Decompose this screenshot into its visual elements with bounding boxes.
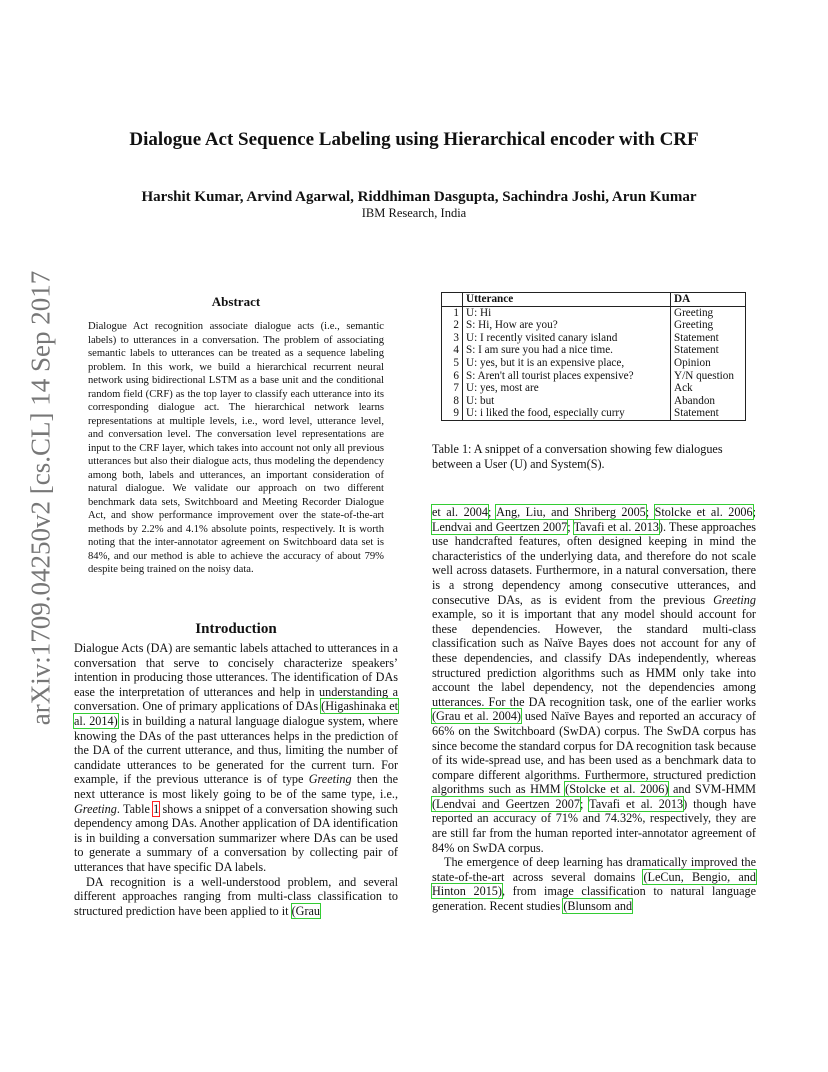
- text-run: ;: [752, 505, 757, 519]
- table-row: [442, 395, 746, 408]
- citation-link[interactable]: (Grau et al. 2004): [432, 709, 521, 724]
- header-index: [442, 293, 463, 307]
- row-da: Statement: [671, 332, 746, 345]
- text-run: . Table: [116, 801, 154, 816]
- abstract-heading: Abstract: [211, 294, 261, 309]
- text-run: ;: [567, 519, 574, 534]
- text-run: example, so it is important that any model should account for these dependencies. However, the standard multi-class classification such as Naïve Bayes does not account for any of these dependencies, and classify DAs independently, whereas structured prediction algorithms such as HMM only take into account the label dependency, not the dependencies among utterances. For the DA recognition task, one of the earlier works: [432, 607, 756, 709]
- citation-link[interactable]: (Lendvai and Geertzen 2007: [432, 796, 580, 811]
- citation-link[interactable]: Lendvai and Geertzen 2007: [432, 519, 568, 534]
- citation-link[interactable]: (LeCun, Bengio, and Hinton 2015): [432, 869, 756, 899]
- table-row: [442, 407, 746, 420]
- header-utterance: Utterance: [463, 293, 671, 307]
- table-caption: Table 1: A snippet of a conversation showing few dialogues between a User (U) and System(S).: [432, 442, 723, 471]
- text-run: ;: [487, 505, 497, 519]
- citation-link[interactable]: (Blunsom and: [563, 899, 633, 914]
- row-da: Ack: [671, 382, 746, 395]
- text-run: ) though have reported an accuracy of 71% and 74.32%, respectively, they are are still far from the human reported inter-annotator agreement of 84% on SwDA corpus.: [432, 796, 756, 855]
- intro-paragraph-1: [74, 641, 398, 875]
- citation-link[interactable]: (Grau: [291, 903, 321, 918]
- row-utterance: S: I am sure you had a nice time.: [463, 344, 671, 357]
- arxiv-watermark: arXiv:1709.04250v2 [cs.CL] 14 Sep 2017: [25, 270, 56, 726]
- text-run: and SVM-HMM: [668, 782, 757, 797]
- text-run: , from image classification to natural language generation. Recent studies: [432, 884, 756, 914]
- intro-paragraph-2: [74, 875, 398, 919]
- text-run: used Naïve Bayes and reported an accuracy of 66% on the Switchboard (SwDA) corpus. The SwDA corpus has since become the standard corpus for DA recognition task because of its wide-spread use, and has been used as a benchmark data to compare different algorithms. Furthermore, structured prediction algorithms such as HMM: [432, 709, 756, 797]
- table-row: [442, 344, 746, 357]
- paper-title: Dialogue Act Sequence Labeling using Hierarchical encoder with CRF: [129, 129, 699, 150]
- row-utterance: U: i liked the food, especially curry: [463, 407, 671, 420]
- row-da: Opinion: [671, 357, 746, 370]
- table-row: [442, 370, 746, 383]
- row-utterance: U: yes, but it is an expensive place,: [463, 357, 671, 370]
- row-index: 3: [442, 332, 463, 345]
- introduction-text: [74, 641, 398, 918]
- row-da: Greeting: [671, 319, 746, 332]
- table-row: [442, 382, 746, 395]
- citation-link[interactable]: (Stolcke et al. 2006): [565, 782, 669, 797]
- row-index: 8: [442, 395, 463, 408]
- text-run: ;: [645, 505, 655, 519]
- right-paragraph-2: [432, 855, 756, 913]
- author-list: Harshit Kumar, Arvind Agarwal, Riddhiman Dasgupta, Sachindra Joshi, Arun Kumar: [141, 189, 697, 205]
- table-row: [442, 332, 746, 345]
- row-utterance: U: I recently visited canary island: [463, 332, 671, 345]
- row-index: 1: [442, 306, 463, 319]
- row-da: Abandon: [671, 395, 746, 408]
- row-index: 6: [442, 370, 463, 383]
- table-row: [442, 306, 746, 319]
- right-paragraph-1: [432, 505, 756, 855]
- citation-link[interactable]: Stolcke et al. 2006: [654, 505, 753, 519]
- emphasis: Greeting: [713, 592, 756, 607]
- text-run: DA recognition is a well-understood problem, and several different approaches ranging from multi-class classification to structured prediction have been applied to it: [74, 874, 398, 918]
- row-utterance: S: Aren't all tourist places expensive?: [463, 370, 671, 383]
- row-utterance: U: Hi: [463, 306, 671, 319]
- emphasis: Greeting: [74, 801, 117, 816]
- introduction-heading: Introduction: [195, 621, 277, 637]
- row-da: Statement: [671, 344, 746, 357]
- row-da: Y/N question: [671, 370, 746, 383]
- affiliation: IBM Research, India: [361, 206, 467, 220]
- row-da: Statement: [671, 407, 746, 420]
- abstract-text: Dialogue Act recognition associate dialogue acts (i.e., semantic labels) to utterances in a conversation. The problem of associating semantic labels to utterances can be treated as a sequence labeling problem. In this work, we build a hierarchical recurrent neural network using bidirectional LSTM as a base unit and the conditional random field (CRF) as the top layer to classify each utterance into its corresponding dialogue act. The hierarchical network learns representations at multiple levels, i.e., word level, utterance level, and conversation level. The conversation level representations are input to the CRF layer, which takes into account not only all previous utterances but also their dialogue acts, thus modeling the dependency among both, labels and utterances, an important consideration of natural dialogue. We validate our approach on two different benchmark data sets, Switchboard and Meeting Recorder Dialogue Act, and show performance improvement over the state-of-the-art methods by 2.2% and 4.1% absolute points, respectively. It is worth noting that the inter-annotator agreement on Switchboard data set is 84%, and our method is able to achieve the accuracy of about 79% despite being trained on the noisy data.: [88, 321, 384, 575]
- table-row: [442, 319, 746, 332]
- row-index: 5: [442, 357, 463, 370]
- text-run: then the next utterance is most likely going to be of the same type, i.e.,: [74, 772, 399, 801]
- table-body: [442, 306, 746, 420]
- row-index: 7: [442, 382, 463, 395]
- citation-link[interactable]: (Higashinaka et al. 2014): [74, 699, 398, 728]
- emphasis: Greeting: [308, 772, 352, 787]
- header-da: DA: [671, 293, 746, 307]
- right-column-text: [432, 505, 756, 914]
- row-utterance: U: but: [463, 395, 671, 408]
- row-da: Greeting: [671, 306, 746, 319]
- text-run: The emergence of deep learning has dramatically improved the state-of-the-art across several domains: [432, 855, 756, 884]
- dialogue-table: [441, 292, 746, 421]
- row-utterance: S: Hi, How are you?: [463, 319, 671, 332]
- row-index: 2: [442, 319, 463, 332]
- text-run: ). These approaches use handcrafted features, often designed keeping in mind the characteristics of the underlying data, and therefore do not scale well across datasets. Furthermore, in a natural conversation, there is a strong dependency among consecutive utterances, and consecutive DAs, as is evident from the previous: [432, 519, 756, 607]
- citation-link[interactable]: Tavafi et al. 2013: [573, 519, 659, 534]
- text-run: ;: [579, 796, 590, 811]
- table-reference-link[interactable]: 1: [153, 801, 160, 816]
- citation-link[interactable]: Ang, Liu, and Shriberg 2005: [496, 505, 646, 519]
- text-run: is in building a natural language dialogue system, where knowing the DAs of the past utterances helps in the prediction of the DA of the current utterance, and thus, limiting the number of candidate utterances to be generated for the current turn. For example, if the previous utterance is of type: [74, 713, 398, 787]
- table-row: [442, 357, 746, 370]
- text-run: shows a snippet of a conversation showing such dependency among DAs. Another application of DA identification is in building a conversation summarizer where DAs can be used to generate a summary of a conversation by collecting pair of utterances that have specific DA labels.: [74, 801, 398, 874]
- row-index: 9: [442, 407, 463, 420]
- citation-link[interactable]: et al. 2004: [432, 505, 488, 519]
- table-header-row: [442, 293, 746, 307]
- citation-link[interactable]: Tavafi et al. 2013: [589, 796, 684, 811]
- row-utterance: U: yes, most are: [463, 382, 671, 395]
- row-index: 4: [442, 344, 463, 357]
- text-run: Dialogue Acts (DA) are semantic labels attached to utterances in a conversation that serve to concisely characterize speakers’ intention in producing those utterances. The identification of DAs ease the interpretation of utterances and help in understanding a conversation. One of primary applications of DAs: [74, 641, 398, 714]
